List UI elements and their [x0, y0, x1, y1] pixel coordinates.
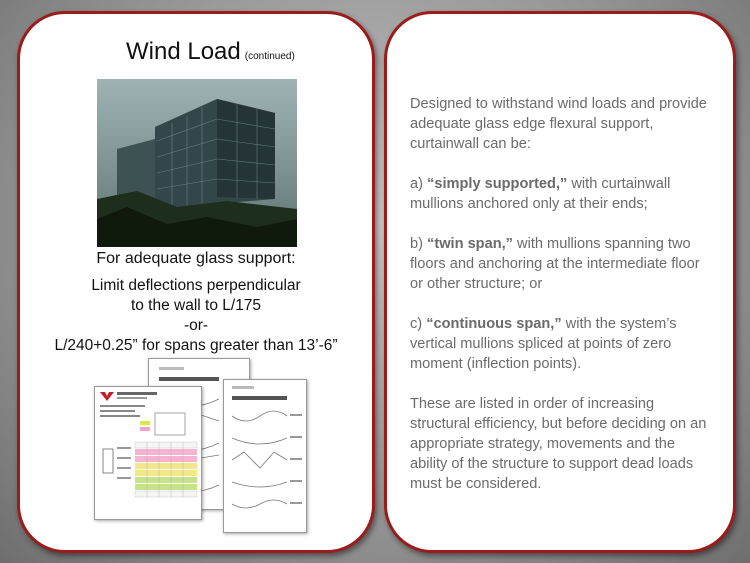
- calculation-spreadsheet-sheet: [94, 386, 202, 520]
- option-c-prefix: c): [410, 316, 427, 332]
- option-a-term: “simply supported,”: [427, 176, 568, 192]
- page-title: [126, 38, 295, 66]
- body-text: [410, 94, 715, 514]
- caption-heading: For adequate glass support:: [96, 250, 296, 267]
- option-c-term: “continuous span,”: [426, 316, 562, 332]
- intro-paragraph: Designed to withstand wind loads and provide adequate glass edge flexural support, curtainwall can be:: [410, 96, 707, 152]
- option-b-text: with mullions spanning two floors and anchoring at the intermediate floor or other structure; or: [410, 236, 700, 292]
- closing-paragraph: These are listed in order of increasing structural efficiency, but before deciding on an appropriate strategy, movements and the ability of the structure to support dead loads must be considered.: [410, 396, 707, 492]
- option-continuous-span: [410, 314, 715, 374]
- building-illustration: [97, 79, 297, 247]
- title-sub: (continued): [244, 51, 295, 62]
- option-simply-supported: [410, 174, 715, 214]
- caption-line: to the wall to L/175: [130, 297, 262, 314]
- caption-line: Limit deflections perpendicular: [91, 277, 301, 294]
- span-diagram-sheet-right: [223, 379, 307, 533]
- spreadsheet-graphic: [95, 387, 201, 519]
- caption-requirements: [20, 276, 372, 356]
- caption-line: L/240+0.25” for spans greater than 13’-6”: [54, 337, 338, 354]
- title-main: Wind Load: [126, 38, 241, 65]
- option-b-term: “twin span,”: [427, 236, 513, 252]
- caption-line: -or-: [183, 317, 209, 334]
- option-b-prefix: b): [410, 236, 428, 252]
- right-panel: [384, 11, 736, 553]
- building-photo: [97, 79, 297, 247]
- option-a-text: with curtainwall mullions anchored only at their ends;: [410, 176, 671, 212]
- deflection-diagram-graphic: [224, 380, 306, 532]
- option-c-text: with the system’s vertical mullions spliced at points of zero moment (inflection points).: [410, 316, 677, 372]
- option-a-prefix: a): [410, 176, 428, 192]
- option-twin-span: [410, 234, 715, 294]
- left-panel: [17, 11, 375, 553]
